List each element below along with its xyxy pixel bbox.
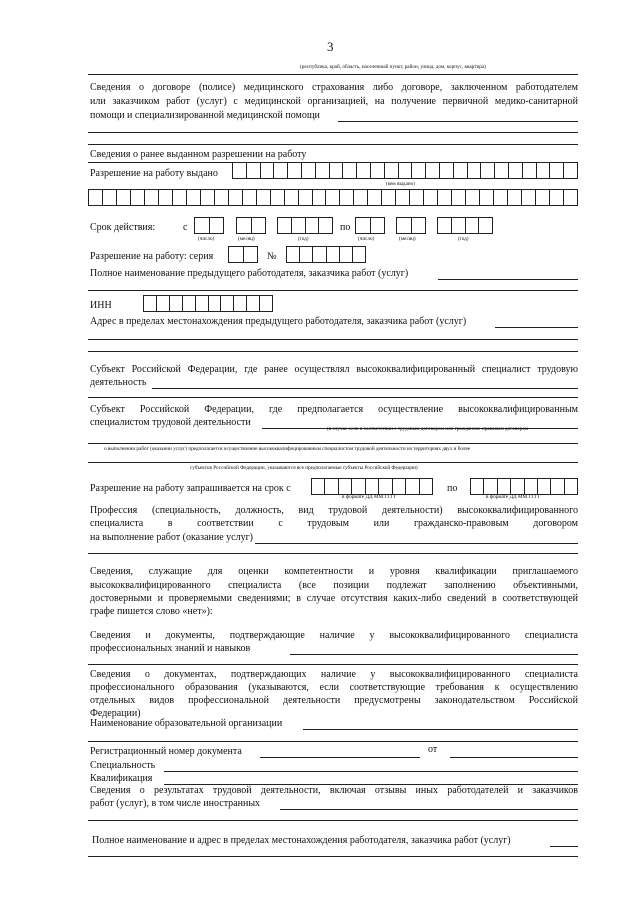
- employer-name-label: Полное наименование и адрес в пределах местонахождения работодателя, заказчика работ (услуг): [92, 835, 511, 846]
- education-line-4: Федерации): [90, 708, 141, 719]
- subject-prev-input-line-1[interactable]: [152, 388, 578, 389]
- inn-label: ИНН: [90, 300, 112, 311]
- competence-line-3: достоверными и проверяемыми сведениями; в случае отсутствия каких-либо сведений в соответствующей: [90, 593, 578, 604]
- profession-input-line-1[interactable]: [255, 543, 578, 544]
- issued-by-caption: (кем выдано): [386, 181, 415, 187]
- page-number: 3: [327, 39, 334, 54]
- reg-number-label: Регистрационный номер документа: [90, 746, 242, 757]
- validity-to-day[interactable]: [355, 217, 385, 234]
- requested-to-label: по: [447, 483, 458, 494]
- address-line[interactable]: [88, 74, 578, 75]
- institution-label: Наименование образовательной организации: [90, 718, 283, 729]
- prev-employer-input-line-1[interactable]: [438, 279, 578, 280]
- to-month-caption: (месяц): [399, 236, 416, 242]
- prev-employer-address-label: Адрес в пределах местонахождения предыдущего работодателя, заказчика работ (услуг): [90, 316, 467, 327]
- to-year-caption: (год): [458, 236, 469, 242]
- education-line-3: отдельных видов профессиональной деятельности предусмотрены законодательством Российской: [90, 695, 578, 706]
- address-caption: (республика, край, область, населенный пункт, район, улица, дом, корпус, квартира): [300, 64, 486, 70]
- specialty-input-line[interactable]: [164, 771, 578, 772]
- validity-to-label: по: [340, 222, 351, 233]
- validity-from-day[interactable]: [194, 217, 224, 234]
- validity-from-month[interactable]: [236, 217, 266, 234]
- requested-to-cells[interactable]: [470, 478, 578, 495]
- reg-date-input-line[interactable]: [450, 757, 578, 758]
- profession-line-1: Профессия (специальность, должность, вид трудовой деятельности) высококвалифицированного: [90, 505, 578, 516]
- series-cells[interactable]: [228, 246, 258, 263]
- medical-input-line-2[interactable]: [88, 132, 578, 133]
- knowledge-line-2: профессиональных знаний и навыков: [90, 643, 251, 654]
- profession-line-3: на выполнение работ (оказание услуг): [90, 532, 254, 543]
- profession-input-line-2[interactable]: [88, 553, 578, 554]
- subject-prev-line-2: деятельность: [90, 377, 147, 388]
- from-month-caption: (месяц): [238, 236, 255, 242]
- medical-text-line-1: Сведения о договоре (полисе) медицинского страхования либо договоре, заключенном работодателем: [90, 82, 578, 93]
- prev-employer-address-line-2[interactable]: [88, 339, 578, 340]
- institution-input-line-1[interactable]: [303, 729, 578, 730]
- results-input-line-2[interactable]: [88, 820, 578, 821]
- institution-input-line-2[interactable]: [88, 741, 578, 742]
- subject-planned-line-1: Субъект Российской Федерации, где предполагается осуществление высококвалифицированным: [90, 404, 578, 415]
- profession-line-2: специалиста в соответствии с трудовым или гражданско-правовым договором: [90, 518, 578, 529]
- employer-name-input-line-2[interactable]: [88, 856, 578, 857]
- requested-from-format-caption: в формате ДД ММ ГГГГ: [342, 494, 397, 500]
- education-line-1: Сведения о документах, подтверждающих наличие у высококвалифицированного специалиста: [90, 669, 578, 680]
- prev-permit-heading: Сведения о ранее выданном разрешении на работу: [90, 149, 307, 160]
- validity-from-year[interactable]: [277, 217, 333, 234]
- results-input-line-1[interactable]: [280, 809, 578, 810]
- knowledge-line-1: Сведения и документы, подтверждающие наличие у высококвалифицированного специалиста: [90, 630, 578, 641]
- medical-input-line-3[interactable]: [88, 144, 578, 145]
- issued-by-cells-row-1[interactable]: [232, 162, 578, 179]
- number-label: №: [267, 251, 277, 262]
- inn-cells[interactable]: [143, 295, 273, 312]
- number-cells[interactable]: [286, 246, 366, 263]
- subject-planned-caption-1: (в случае если в соответствии с трудовым договором или гражданско-правовым договором: [327, 426, 529, 432]
- specialty-label: Специальность: [90, 760, 156, 771]
- validity-from-label: с: [183, 222, 188, 233]
- knowledge-input-line-1[interactable]: [290, 654, 578, 655]
- subject-planned-caption-3: субъектов Российской Федерации, указываются все предполагаемые субъекты Российской Федерации): [190, 465, 418, 471]
- medical-text-line-2: или заказчиком работ (услуг) с медицинской организацией, на получение первичной медико-санитарной: [90, 96, 578, 107]
- from-day-caption: (число): [198, 236, 215, 242]
- requested-from-cells[interactable]: [311, 478, 433, 495]
- subject-planned-line-2: специалистом трудовой деятельности: [90, 417, 251, 428]
- prev-employer-label: Полное наименование предыдущего работодателя, заказчика работ (услуг): [90, 268, 409, 279]
- issued-by-cells-row-2[interactable]: [88, 189, 578, 206]
- employer-name-input-line-1[interactable]: [550, 846, 578, 847]
- medical-input-line-1[interactable]: [338, 121, 578, 122]
- competence-line-4: графе пишется слово «нет»):: [90, 606, 213, 617]
- reg-number-input-line[interactable]: [260, 757, 420, 758]
- from-year-caption: (год): [298, 236, 309, 242]
- prev-employer-input-line-2[interactable]: [88, 290, 578, 291]
- validity-to-month[interactable]: [396, 217, 426, 234]
- prev-employer-address-line-1[interactable]: [495, 327, 578, 328]
- qualification-label: Квалификация: [90, 773, 153, 784]
- subject-planned-input-line-3[interactable]: [88, 462, 578, 463]
- subject-planned-input-line-2[interactable]: [88, 443, 578, 444]
- issued-by-label: Разрешение на работу выдано: [90, 168, 218, 179]
- results-line-2: работ (услуг), в том числе иностранных: [90, 798, 261, 809]
- competence-line-2: высококвалифицированного специалиста (все позиции подлежат заполнению объективными,: [90, 580, 578, 591]
- education-line-2: профессионального образования (указываются, если соответствующие требования к осуществлению: [90, 682, 578, 693]
- subject-prev-input-line-2[interactable]: [88, 397, 578, 398]
- to-day-caption: (число): [358, 236, 375, 242]
- requested-to-format-caption: в формате ДД ММ ГГГГ: [486, 494, 541, 500]
- validity-label: Срок действия:: [90, 222, 156, 233]
- competence-line-1: Сведения, служащие для оценки компетентности и уровня квалификации приглашаемого: [90, 566, 578, 577]
- subject-planned-caption-2: о выполнении работ (оказании услуг) предполагается осуществление высококвалифицированным специалистом трудовой деятельности на территориях двух и более: [104, 446, 471, 452]
- subject-prev-line-1: Субъект Российской Федерации, где ранее осуществлял высококвалифицированный специалист трудовую: [90, 364, 578, 375]
- reg-date-from-label: от: [428, 744, 438, 755]
- medical-text-line-3: помощи и специализированной медицинской помощи: [90, 110, 320, 121]
- prev-employer-address-line-3[interactable]: [88, 351, 578, 352]
- results-line-1: Сведения о результатах трудовой деятельности, включая отзывы иных работодателей и заказчиков: [90, 785, 578, 796]
- validity-to-year[interactable]: [437, 217, 493, 234]
- knowledge-input-line-2[interactable]: [88, 664, 578, 665]
- series-label: Разрешение на работу: серия: [90, 251, 214, 262]
- requested-term-label: Разрешение на работу запрашивается на срок с: [90, 483, 291, 494]
